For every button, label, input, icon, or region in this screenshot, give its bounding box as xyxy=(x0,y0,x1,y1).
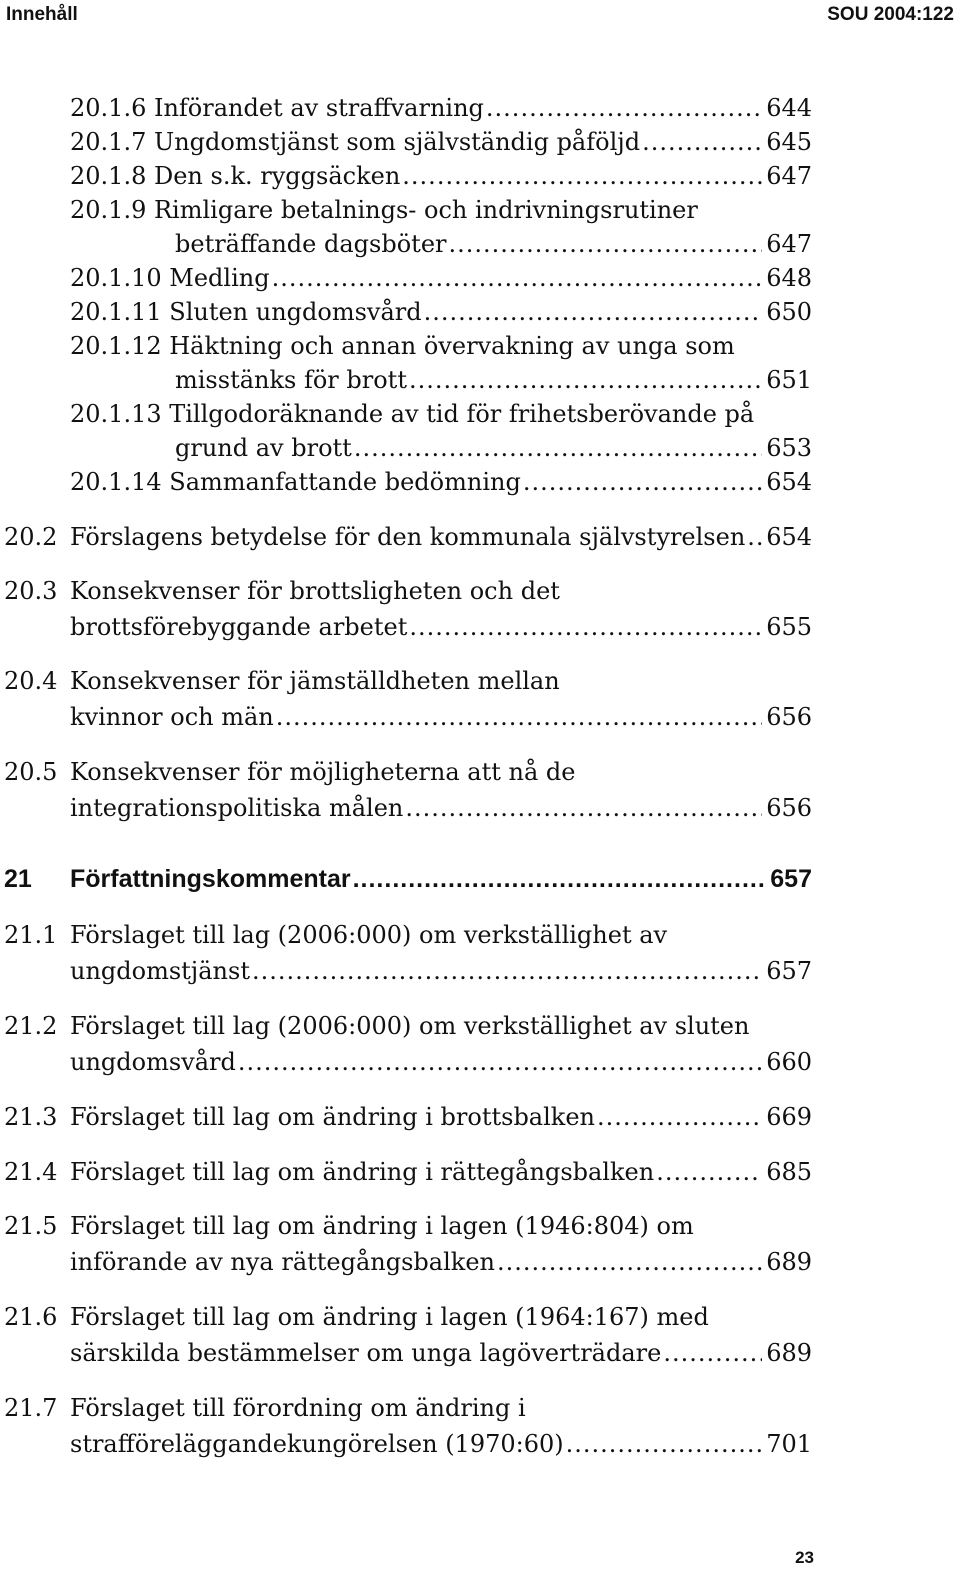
toc-entry-title-cont: införande av nya rättegångsbalken xyxy=(70,1248,495,1276)
toc-entry-page: 648 xyxy=(766,264,812,292)
leader-dots xyxy=(250,954,762,988)
leader-dots xyxy=(484,91,762,125)
toc-entry-number: 20.2 xyxy=(4,523,58,551)
leader-dots xyxy=(403,791,762,825)
toc-entry[interactable] xyxy=(4,1300,812,1334)
leader-dots xyxy=(661,1336,762,1370)
toc-entry-number: 21.1 xyxy=(4,921,58,949)
toc-entry-title: Förslaget till lag om ändring i rättegångsbalken xyxy=(70,1158,655,1186)
toc-entry-number: 20.1.13 xyxy=(70,400,162,428)
toc-entry-title: Förslaget till lag (2006:000) om verkställighet av xyxy=(70,921,668,949)
toc-entry[interactable] xyxy=(70,329,812,363)
toc-entry-title: Förslaget till lag om ändring i brottsbalken xyxy=(70,1103,595,1131)
toc-entry-title-cont: kvinnor och män xyxy=(70,703,274,731)
toc-entry-title-cont: strafföreläggandekungörelsen (1970:60) xyxy=(70,1430,564,1458)
toc-entry-continuation[interactable] xyxy=(70,1336,812,1370)
toc-entry-number: 20.1.10 xyxy=(70,264,162,292)
toc-entry-number: 20.1.6 xyxy=(70,94,147,122)
leader-dots xyxy=(236,1045,762,1079)
leader-dots xyxy=(352,431,762,465)
toc-entry-title: Införandet av straffvarning xyxy=(153,94,484,122)
toc-entry-page: 653 xyxy=(766,434,812,462)
toc-entry-title-cont: misstänks för brott xyxy=(175,366,407,394)
toc-entry-number: 20.1.14 xyxy=(70,468,162,496)
toc-entry[interactable] xyxy=(4,664,812,698)
toc-entry-page: 685 xyxy=(766,1158,812,1186)
toc-chapter-page: 657 xyxy=(770,865,812,893)
toc-entry-page: 656 xyxy=(766,703,812,731)
toc-entry-continuation[interactable] xyxy=(70,1427,812,1461)
leader-dots xyxy=(422,295,763,329)
toc-entry-continuation[interactable] xyxy=(70,1245,812,1279)
toc-entry-page: 651 xyxy=(766,366,812,394)
toc-entry-title-cont: grund av brott xyxy=(175,434,352,462)
leader-dots xyxy=(400,159,762,193)
toc-entry[interactable] xyxy=(4,918,812,952)
toc-entry-continuation[interactable] xyxy=(175,363,812,397)
toc-entry-page: 689 xyxy=(766,1248,812,1276)
toc-entry-page: 647 xyxy=(766,162,812,190)
toc-entry-number: 20.4 xyxy=(4,667,58,695)
toc-entry[interactable] xyxy=(4,520,812,554)
toc-entry[interactable] xyxy=(70,295,812,329)
toc-entry-title-cont: integrationspolitiska målen xyxy=(70,794,404,822)
leader-dots xyxy=(351,862,767,896)
toc-entry-title: Den s.k. ryggsäcken xyxy=(153,162,401,190)
leader-dots xyxy=(640,125,762,159)
leader-dots xyxy=(270,261,763,295)
toc-entry-page: 669 xyxy=(766,1103,812,1131)
leader-dots xyxy=(745,520,762,554)
toc-entry-number: 20.1.7 xyxy=(70,128,147,156)
toc-entry-number: 20.1.9 xyxy=(70,196,147,224)
toc-entry[interactable] xyxy=(4,1209,812,1243)
toc-entry[interactable] xyxy=(4,1155,812,1189)
toc-entry-continuation[interactable] xyxy=(70,1045,812,1079)
toc-entry[interactable] xyxy=(70,261,812,295)
leader-dots xyxy=(521,465,762,499)
leader-dots xyxy=(595,1100,762,1134)
toc-entry-page: 655 xyxy=(766,613,812,641)
toc-entry-page: 647 xyxy=(766,230,812,258)
toc-entry-number: 20.1.11 xyxy=(70,298,162,326)
toc-entry[interactable] xyxy=(70,159,812,193)
toc-entry-title: Förslaget till lag (2006:000) om verkställighet av sluten xyxy=(70,1012,750,1040)
toc-entry-page: 645 xyxy=(766,128,812,156)
toc-entry-page: 654 xyxy=(766,468,812,496)
leader-dots xyxy=(407,363,762,397)
toc-entry-title: Häktning och annan övervakning av unga som xyxy=(169,332,735,360)
toc-entry[interactable] xyxy=(4,1100,812,1134)
toc-entry-number: 21.3 xyxy=(4,1103,58,1131)
toc-entry-page: 650 xyxy=(766,298,812,326)
page-number: 23 xyxy=(795,1548,814,1567)
toc-entry-page: 644 xyxy=(766,94,812,122)
toc-entry-continuation[interactable] xyxy=(175,227,812,261)
toc-entry-number: 21.2 xyxy=(4,1012,58,1040)
leader-dots xyxy=(564,1427,763,1461)
toc-entry-page: 689 xyxy=(766,1339,812,1367)
toc-entry-continuation[interactable] xyxy=(70,610,812,644)
toc-entry-title: Sluten ungdomsvård xyxy=(169,298,422,326)
toc-entry-page: 657 xyxy=(766,957,812,985)
leader-dots xyxy=(654,1155,762,1189)
toc-entry-title: Förslaget till lag om ändring i lagen (1946:804) om xyxy=(70,1212,694,1240)
toc-entry[interactable] xyxy=(70,465,812,499)
running-header-section: Innehåll xyxy=(6,4,78,25)
toc-entry[interactable] xyxy=(70,91,812,125)
toc-entry-title-cont: särskilda bestämmelser om unga lagöverträdare xyxy=(70,1339,662,1367)
toc-entry-title: Konsekvenser för jämställdheten mellan xyxy=(70,667,560,695)
toc-entry-title: Förslaget till lag om ändring i lagen (1964:167) med xyxy=(70,1303,709,1331)
running-header-report-id: SOU 2004:122 xyxy=(827,4,954,25)
toc-entry-page: 656 xyxy=(766,794,812,822)
toc-entry-title: Förslaget till förordning om ändring i xyxy=(70,1394,526,1422)
toc-entry[interactable] xyxy=(4,1391,812,1425)
toc-entry-continuation[interactable] xyxy=(175,431,812,465)
toc-entry-page: 701 xyxy=(766,1430,812,1458)
toc-entry[interactable] xyxy=(4,574,812,608)
leader-dots xyxy=(495,1245,762,1279)
toc-entry-title: Konsekvenser för brottsligheten och det xyxy=(70,577,560,605)
leader-dots xyxy=(407,610,762,644)
toc-entry[interactable] xyxy=(4,755,812,789)
leader-dots xyxy=(447,227,763,261)
toc-entry-number: 21.6 xyxy=(4,1303,58,1331)
toc-entry-continuation[interactable] xyxy=(70,700,812,734)
toc-entry-title-cont: ungdomstjänst xyxy=(70,957,250,985)
toc-entry-continuation[interactable] xyxy=(70,954,812,988)
toc-entry-number: 21.4 xyxy=(4,1158,58,1186)
toc-entry-title-cont: brottsförebyggande arbetet xyxy=(70,613,408,641)
toc-entry-page: 660 xyxy=(766,1048,812,1076)
toc-entry-title: Konsekvenser för möjligheterna att nå de xyxy=(70,758,576,786)
toc-entry-title: Tillgodoräknande av tid för frihetsberövande på xyxy=(169,400,755,428)
toc-entry[interactable] xyxy=(70,193,812,227)
toc-entry-title: Sammanfattande bedömning xyxy=(169,468,521,496)
toc-entry-continuation[interactable] xyxy=(70,791,812,825)
toc-entry-number: 20.3 xyxy=(4,577,58,605)
toc-entry-page: 654 xyxy=(766,523,812,551)
toc-entry-title: Medling xyxy=(169,264,270,292)
toc-entry[interactable] xyxy=(70,397,812,431)
toc-entry-number: 20.1.8 xyxy=(70,162,147,190)
leader-dots xyxy=(274,700,762,734)
toc-entry[interactable] xyxy=(4,1009,812,1043)
toc-entry-title: Rimligare betalnings- och indrivningsrutiner xyxy=(153,196,698,224)
toc-chapter-number: 21 xyxy=(4,865,32,893)
toc-entry-title-cont: ungdomsvård xyxy=(70,1048,236,1076)
toc-entry[interactable] xyxy=(70,125,812,159)
toc-entry-title: Förslagens betydelse för den kommunala självstyrelsen xyxy=(70,523,746,551)
toc-entry-title-cont: beträffande dagsböter xyxy=(175,230,447,258)
toc-entry-title: Ungdomstjänst som självständig påföljd xyxy=(153,128,641,156)
toc-chapter-entry[interactable] xyxy=(4,862,812,896)
toc-entry-number: 20.1.12 xyxy=(70,332,162,360)
toc-entry-number: 20.5 xyxy=(4,758,58,786)
toc-chapter-title: Författningskommentar xyxy=(70,865,351,893)
toc-entry-number: 21.7 xyxy=(4,1394,58,1422)
toc-entry-number: 21.5 xyxy=(4,1212,58,1240)
